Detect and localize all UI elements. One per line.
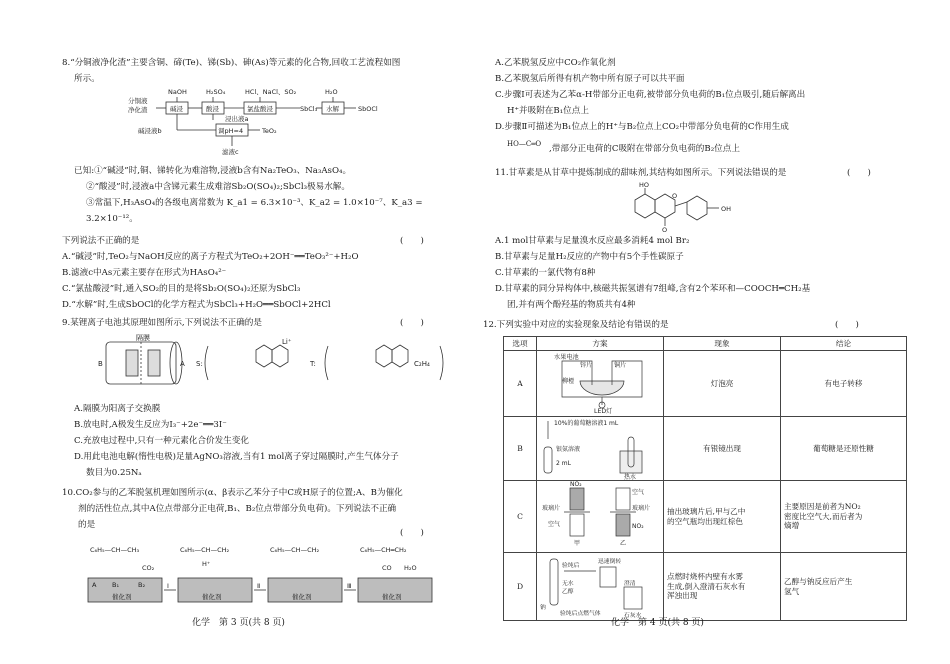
- q8-stem-line2: 所示。: [74, 74, 100, 84]
- q11-option-a: A.1 mol甘草素与足量溴水反应最多消耗4 mol Br₂: [495, 236, 690, 246]
- q9-option-a: A.隔膜为阳离子交换膜: [74, 404, 161, 414]
- row-b-option: B: [504, 417, 537, 481]
- q9-option-d-line1: D.用此电池电解(惰性电极)足量AgNO₃溶液,当有1 mol离子穿过隔膜时,产生气体分子: [74, 452, 399, 462]
- table-row: [504, 553, 907, 621]
- q10-site-b1-1: B₁: [112, 581, 120, 589]
- q10-catalyst-4: 催化剂: [382, 593, 402, 601]
- q10-answer-paren: ( ): [400, 528, 424, 538]
- gas-label-no2-bottom: NO₂: [632, 523, 644, 531]
- q11-label-o: O: [662, 226, 668, 234]
- q9-label-t: T:: [310, 360, 316, 368]
- q10-option-d-line1: D.步骤Ⅱ可描述为B₁位点上的H⁺与B₂位点上CO₂中带部分负电荷的C作用生成: [495, 122, 789, 132]
- q9-label-s: S:: [196, 360, 203, 368]
- flow-reagent-h2o: H₂O: [325, 88, 338, 96]
- q11-option-d-line1: D.甘草素的同分异构体中,核磁共振氢谱有7组峰,含有2个苯环和—COOCH═CH₂基: [495, 284, 811, 294]
- row-c-scheme: [537, 481, 664, 553]
- q9-option-c: C.充放电过程中,只有一种元素化合价发生变化: [74, 436, 250, 446]
- eth-label-checked: 验纯后: [562, 563, 580, 570]
- row-b-phenomenon: 有银镜出现: [664, 417, 781, 481]
- q11-option-c: C.甘草素的一氯代物有8种: [495, 268, 596, 278]
- q8-flowchart: [120, 88, 420, 158]
- fruit-label-title: 水果电池: [554, 354, 579, 362]
- q10-molecule-3a: C₆H₅—CH—CH₂: [270, 546, 320, 554]
- gas-label-jia: 甲: [574, 540, 581, 548]
- mirror-label-2ml: 2 mL: [556, 460, 571, 468]
- row-c-phen-line1: 抽出玻璃片后,甲与乙中: [667, 507, 746, 517]
- eth-label-ethanol: 乙醇: [562, 589, 574, 596]
- row-c-option: C: [504, 481, 537, 553]
- eth-label-ignite: 验纯后点燃气体: [560, 611, 601, 618]
- flow-product-sbocl: SbOCl: [358, 105, 378, 113]
- q9-battery-figure: [96, 336, 456, 392]
- flow-box-alkali: 碱浸: [170, 105, 183, 113]
- q11-option-b: B.甘草素与足量H₂反应的产物中有5个手性碳原子: [495, 252, 684, 262]
- row-c-concl-line3: 熵增: [784, 521, 800, 531]
- q11-option-d-line2: 团,并有两个酚羟基的物质共有4种: [507, 300, 636, 310]
- mirror-label-hot-water: 热水: [624, 474, 637, 482]
- q10-molecule-2: C₆H₅—CH—CH₂: [180, 546, 230, 554]
- flow-box-ph: 调pH=4: [218, 127, 244, 135]
- gas-label-glass-2: 玻璃片: [632, 505, 651, 513]
- q10-gas-co: CO: [382, 564, 392, 572]
- table-row: [504, 417, 907, 481]
- row-a-scheme: [537, 351, 664, 417]
- q9-label-li: Li⁺: [282, 338, 292, 346]
- flow-box-chloride: 氯盐酸浸: [247, 105, 273, 113]
- row-d-phenomenon: [664, 553, 781, 621]
- q8-ask: 下列说法不正确的是: [62, 236, 140, 246]
- table-row: [504, 481, 907, 553]
- fruit-battery-figure: [540, 351, 654, 416]
- mirror-label-silver: 银氨溶液: [556, 446, 581, 454]
- q12-stem: 12.下列实验中对应的实验现象及结论有错误的是: [483, 320, 669, 330]
- row-d-scheme: [537, 553, 664, 621]
- q8-option-b: B.滤液c中As元素主要存在形式为HAsO₄²⁻: [62, 268, 227, 278]
- q10-molecule-1: C₆H₅—CH—CH₃: [90, 546, 140, 554]
- row-d-concl-line2: 氢气: [784, 586, 800, 596]
- right-footer: 化学 第 4 页(共 8 页): [611, 618, 704, 628]
- gas-label-yi: 乙: [620, 540, 627, 548]
- q10-option-a: A.乙苯脱氢反应中CO₂作氧化剂: [495, 58, 616, 68]
- q10-catalyst-1: 催化剂: [112, 593, 132, 601]
- row-d-phen-line3: 浑浊出现: [667, 591, 698, 601]
- flow-product-c: 滤液c: [222, 148, 239, 156]
- q8-known-1: 已知:①“碱浸”时,铜、锑转化为难溶物,浸液b含有Na₂TeO₃、Na₃AsO₄。: [74, 166, 352, 176]
- q11-answer-paren: ( ): [847, 168, 871, 178]
- right-page: [475, 0, 950, 664]
- row-d-option: D: [504, 553, 537, 621]
- q11-structure-figure: [625, 180, 765, 232]
- q10-site-b2-1: B₂: [138, 581, 146, 589]
- table-header-row: [504, 337, 907, 351]
- header-option: 选项: [504, 337, 537, 351]
- q10-molecule-4: C₆H₅—CH═CH₂: [360, 546, 407, 554]
- eth-label-clear: 澄清: [624, 581, 636, 588]
- q8-known-3: ③常温下,H₃AsO₄的各级电离常数为 K_a1 = 6.3×10⁻³、K_a2 = 1.0×10⁻⁷、K_a3 =: [86, 198, 423, 208]
- header-scheme: 方案: [537, 337, 664, 351]
- row-c-conclusion: [781, 481, 907, 553]
- q9-stem: 9.某锂离子电池其原理如图所示,下列说法不正确的是: [62, 318, 262, 328]
- q10-catalyst-2: 催化剂: [202, 593, 222, 601]
- eth-label-invert: 迅速倒转: [598, 559, 622, 566]
- eth-label-anhydrous: 无水: [562, 581, 574, 588]
- flow-box-hydrolysis: 水解: [326, 105, 339, 113]
- q8-known-2: ②“酸浸”时,浸液a中含锑元素生成难溶Sb₂O(SO₄)₂;SbCl₃极易水解。: [86, 182, 350, 192]
- gas-diffusion-figure: [540, 482, 654, 548]
- q10-option-c-line2: H⁺并吸附在B₁位点上: [507, 106, 589, 116]
- q10-gas-h2o: H₂O: [404, 564, 417, 572]
- q9-label-membrane: 隔膜: [136, 334, 150, 342]
- table-row: [504, 351, 907, 417]
- gas-label-no2-top: NO₂: [570, 481, 582, 489]
- q10-site-a-1: A: [92, 581, 97, 589]
- q8-option-c: C.“氯盐酸浸”时,通入SO₂的目的是将Sb₂O(SO₄)₂还原为SbCl₃: [62, 284, 301, 294]
- q8-known-4: 3.2×10⁻¹²。: [86, 214, 138, 224]
- q10-option-d-line2: ,带部分正电荷的C吸附在带部分负电荷的B₂位点上: [549, 144, 740, 154]
- eth-label-sodium: 钠: [540, 605, 546, 612]
- q11-label-ring-o: O: [672, 192, 678, 200]
- flow-start-1: 分铜液: [128, 97, 148, 105]
- left-footer: 化学 第 3 页(共 8 页): [192, 618, 285, 628]
- ethanol-sodium-figure: [540, 553, 654, 620]
- q8-stem-line1: 8.“分铜液净化渣”主要含铜、碲(Te)、锑(Sb)、砷(As)等元素的化合物,回收工艺流程如图: [62, 58, 401, 68]
- q10-step-2: Ⅱ: [257, 582, 261, 590]
- header-phenomenon: 现象: [664, 337, 781, 351]
- fruit-label-zinc: 锌片: [580, 362, 593, 370]
- q11-label-oh: OH: [721, 205, 732, 213]
- q10-option-c-line1: C.步骤Ⅰ可表述为乙苯α-H带部分正电荷,被带部分负电荷的B₁位点吸引,随后解离出: [495, 90, 806, 100]
- q10-mechanism-figure: [82, 542, 462, 610]
- q9-label-c2h4: C₂H₄: [414, 360, 430, 368]
- header-conclusion: 结论: [781, 337, 907, 351]
- flow-box-acid: 酸浸: [206, 105, 219, 113]
- flow-reagent-h2so4: H₂SO₄: [206, 88, 226, 96]
- q8-option-a: A.“碱浸”时,TeO₂与NaOH反应的离子方程式为TeO₂+2OH⁻══TeO₃²⁻+H₂O: [62, 252, 359, 262]
- silver-mirror-figure: [540, 417, 654, 482]
- gas-label-air-top: 空气: [632, 489, 645, 497]
- flow-reagent-naoh: NaOH: [168, 88, 187, 96]
- q10-gas-h: H⁺: [202, 560, 211, 568]
- q9-option-d-line2: 数目为0.25Nₐ: [86, 468, 142, 478]
- flow-product-teo2: TeO₂: [262, 127, 277, 135]
- q9-label-a: A: [180, 360, 185, 368]
- row-d-concl-line1: 乙醇与钠反应后产生: [784, 577, 853, 587]
- gas-label-air-bottom: 空气: [548, 521, 561, 529]
- row-a-conclusion: 有电子转移: [781, 351, 907, 417]
- row-a-option: A: [504, 351, 537, 417]
- q10-catalyst-3: 催化剂: [292, 593, 312, 601]
- mirror-label-glucose: 10%的葡萄糖溶液1 mL: [554, 420, 619, 428]
- row-b-scheme: [537, 417, 664, 481]
- row-d-conclusion: [781, 553, 907, 621]
- flow-reagent-hcl: HCl、NaCl、SO₂: [245, 88, 297, 96]
- row-c-phenomenon: [664, 481, 781, 553]
- q12-table: [503, 336, 907, 621]
- q10-step-1: Ⅰ: [167, 582, 169, 590]
- q10-stem-line3: 的是: [78, 520, 96, 530]
- row-d-phen-line2: 生成,倒入澄清石灰水有: [667, 581, 746, 591]
- q10-stem-line1: 10.CO₂参与的乙苯脱氢机理如图所示(α、β表示乙苯分子中C或H原子的位置;A、B为催化: [62, 488, 403, 498]
- q9-answer-paren: ( ): [400, 318, 424, 328]
- q12-answer-paren: ( ): [835, 320, 859, 330]
- row-b-conclusion: 葡萄糖是还原性糖: [781, 417, 907, 481]
- row-d-phen-line1: 点燃时烧杯内壁有水雾: [667, 572, 743, 582]
- row-c-concl-line1: 主要原因是前者为NO₂: [784, 502, 861, 512]
- eth-label-limewater: 石灰水: [624, 613, 642, 620]
- q9-option-b: B.放电时,A极发生反应为I₃⁻+2e⁻══3I⁻: [74, 420, 227, 430]
- fruit-label-copper: 铜片: [614, 362, 627, 370]
- q10-option-b: B.乙苯脱氢后所得有机产物中所有原子可以共平面: [495, 74, 685, 84]
- flow-start-2: 净化渣: [128, 106, 148, 114]
- q8-answer-paren: ( ): [400, 236, 424, 246]
- fruit-label-orange: 柳橙: [562, 378, 575, 386]
- row-c-phen-line2: 的空气瓶均出现红棕色: [667, 516, 743, 526]
- q10-option-d-struct: HO—C═O: [507, 140, 542, 148]
- flow-side-b: 碱浸液b: [138, 127, 162, 135]
- q10-stem-line2: 剂的活性位点,其中A位点带部分正电荷,B₁、B₂位点带部分负电荷)。下列说法不正确: [78, 504, 397, 514]
- row-c-concl-line2: 密度比空气大,而后者为: [784, 511, 863, 521]
- flow-product-sbcl3: SbCl₃: [300, 105, 318, 113]
- q11-label-ho: HO: [639, 181, 650, 189]
- gas-label-glass-1: 玻璃片: [542, 505, 561, 513]
- flow-product-a: 浸出液a: [225, 115, 249, 123]
- fruit-label-led: LED灯: [594, 408, 613, 416]
- q11-stem: 11.甘草素是从甘草中提炼制成的甜味剂,其结构如图所示。下列说法错误的是: [495, 168, 787, 178]
- q8-option-d: D.“水解”时,生成SbOCl的化学方程式为SbCl₃+H₂O══SbOCl+2HCl: [62, 300, 331, 310]
- row-a-phenomenon: 灯泡亮: [664, 351, 781, 417]
- q10-step-3: Ⅲ: [347, 582, 352, 590]
- q10-gas-co2: CO₂: [142, 564, 155, 572]
- q9-label-b: B: [98, 360, 103, 368]
